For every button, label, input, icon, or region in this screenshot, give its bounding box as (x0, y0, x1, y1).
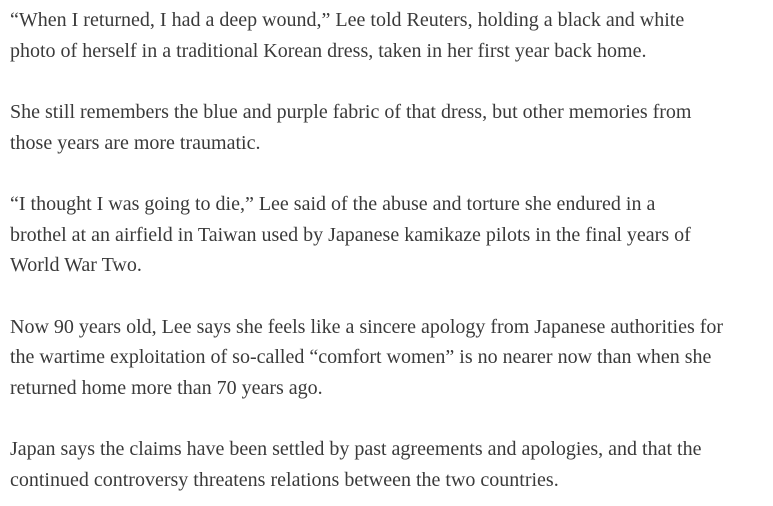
text-line: She still remembers the blue and purple fabric of that dress, but other memories from (10, 101, 692, 123)
text-line: brothel at an airfield in Taiwan used by Japanese kamikaze pilots in the final years of (10, 223, 691, 246)
text-line: returned home more than 70 years ago. (10, 376, 323, 399)
text-line: World War Two. (10, 254, 142, 276)
text-line: photo of herself in a traditional Korean dress, taken in her first year back home. (10, 39, 647, 62)
article-paragraph (10, 97, 763, 158)
article-paragraph (10, 312, 763, 404)
text-line: the wartime exploitation of so-called “comfort women” is no nearer now than when she (10, 346, 712, 368)
text-line: those years are more traumatic. (10, 131, 261, 154)
text-line: Now 90 years old, Lee says she feels like a sincere apology from Japanese authorities for (10, 315, 724, 338)
text-line: “I thought I was going to die,” Lee said of the abuse and torture she endured in a (10, 193, 656, 215)
text-line: “When I returned, I had a deep wound,” Lee told Reuters, holding a black and white (10, 9, 685, 31)
text-line: continued controversy threatens relations between the two countries. (10, 468, 559, 491)
article-paragraph (10, 434, 763, 495)
article-paragraph (10, 5, 763, 66)
article-paragraph (10, 189, 763, 281)
text-line: Japan says the claims have been settled by past agreements and apologies, and that the (10, 438, 702, 460)
